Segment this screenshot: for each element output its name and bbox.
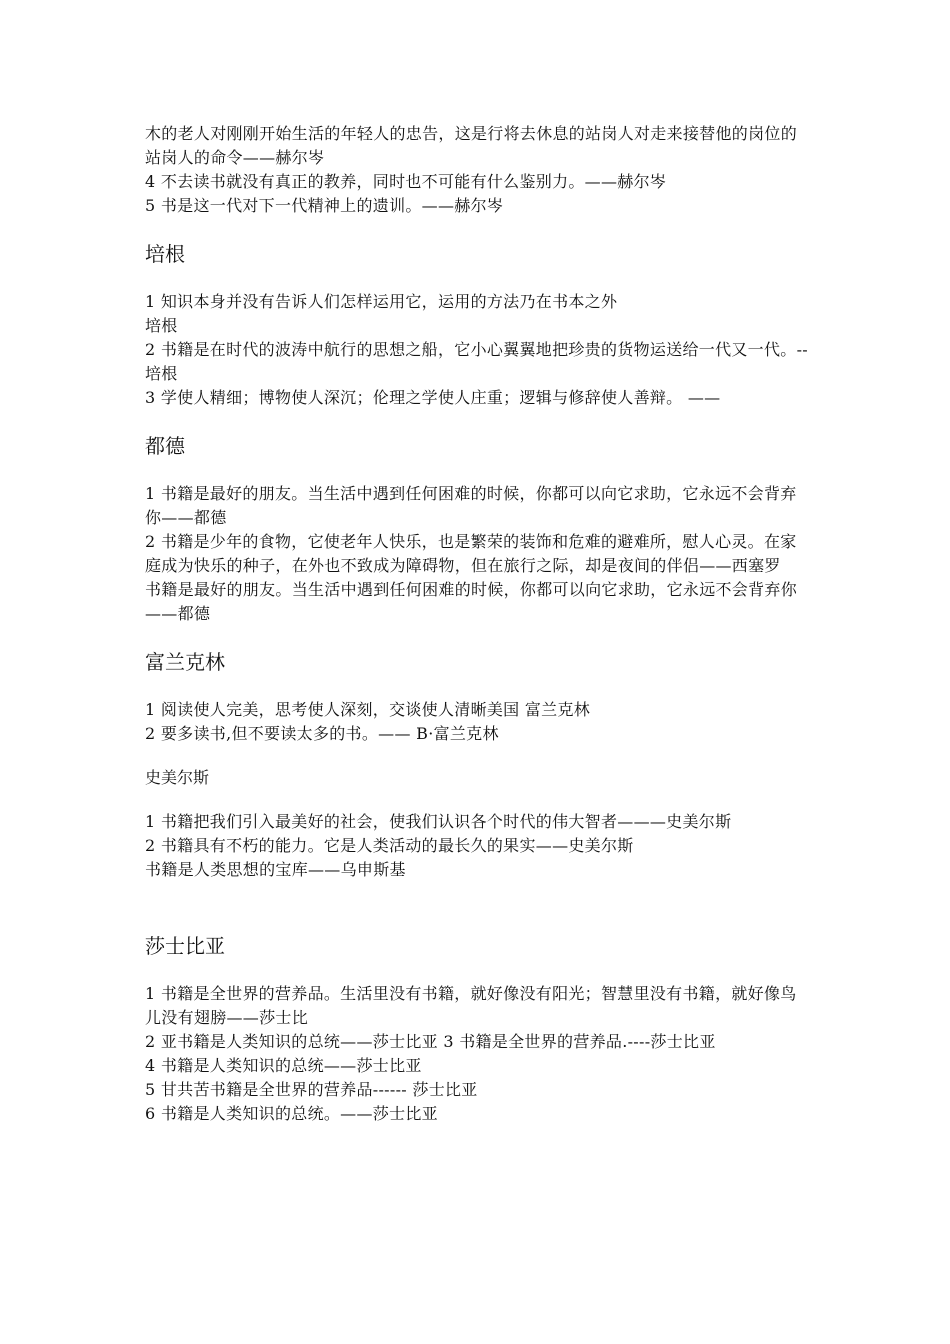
quote-line: 2 要多读书,但不要读太多的书。—— B·富兰克林 bbox=[145, 724, 499, 743]
section-heading-daudet: 都德 bbox=[145, 434, 185, 458]
quote-line: 1 书籍把我们引入最美好的社会，使我们认识各个时代的伟大智者———史美尔斯 bbox=[145, 812, 732, 831]
quote-line: 书籍是人类思想的宝库——乌申斯基 bbox=[145, 860, 406, 879]
section-heading-bacon: 培根 bbox=[145, 242, 185, 266]
quote-line: 1 书籍是全世界的营养品。生活里没有书籍，就好像没有阳光；智慧里没有书籍，就好像鸟儿没有翅膀——莎士比 bbox=[145, 984, 797, 1027]
section-heading-shakespeare: 莎士比亚 bbox=[145, 934, 225, 958]
quote-line: 4 书籍是人类知识的总统——莎士比亚 bbox=[145, 1056, 422, 1075]
quote-line: 2 书籍是在时代的波涛中航行的思想之船，它小心翼翼地把珍贵的货物运送给一代又一代。--培根 bbox=[145, 340, 808, 383]
quote-line: 2 书籍是少年的食物，它使老年人快乐，也是繁荣的装饰和危难的避难所，慰人心灵。在家庭成为快乐的种子，在外也不致成为障碍物，但在旅行之际，却是夜间的伴侣——西塞罗 bbox=[145, 532, 797, 575]
quote-line: 5 书是这一代对下一代精神上的遗训。——赫尔岑 bbox=[145, 196, 504, 215]
document-page bbox=[145, 122, 810, 1126]
quote-line: 6 书籍是人类知识的总统。——莎士比亚 bbox=[145, 1104, 438, 1123]
quote-line: 1 书籍是最好的朋友。当生活中遇到任何困难的时候，你都可以向它求助，它永远不会背弃你——都德 bbox=[145, 484, 797, 527]
quote-line: 2 亚书籍是人类知识的总统——莎士比亚 3 书籍是全世界的营养品.----莎士比亚 bbox=[145, 1032, 716, 1051]
quote-line: 4 不去读书就没有真正的教养，同时也不可能有什么鉴别力。——赫尔岑 bbox=[145, 172, 667, 191]
quote-line: 2 书籍具有不朽的能力。它是人类活动的最长久的果实——史美尔斯 bbox=[145, 836, 634, 855]
quote-line: 木的老人对刚刚开始生活的年轻人的忠告，这是行将去休息的站岗人对走来接替他的岗位的站岗人的命令——赫尔岑 bbox=[145, 124, 798, 167]
quote-line: 培根 bbox=[145, 316, 178, 335]
quote-line: 5 甘共苦书籍是全世界的营养品------ 莎士比亚 bbox=[145, 1080, 478, 1099]
section-heading-franklin: 富兰克林 bbox=[145, 650, 225, 674]
quote-line: 1 阅读使人完美，思考使人深刻，交谈使人清晰美国 富兰克林 bbox=[145, 700, 591, 719]
quote-line: 1 知识本身并没有告诉人们怎样运用它，运用的方法乃在书本之外 bbox=[145, 292, 618, 311]
quote-line: 书籍是最好的朋友。当生活中遇到任何困难的时候，你都可以向它求助，它永远不会背弃你——都德 bbox=[145, 580, 798, 623]
section-heading-smiles: 史美尔斯 bbox=[145, 768, 210, 787]
quote-line: 3 学使人精细；博物使人深沉；伦理之学使人庄重；逻辑与修辞使人善辩。 —— bbox=[145, 388, 721, 407]
